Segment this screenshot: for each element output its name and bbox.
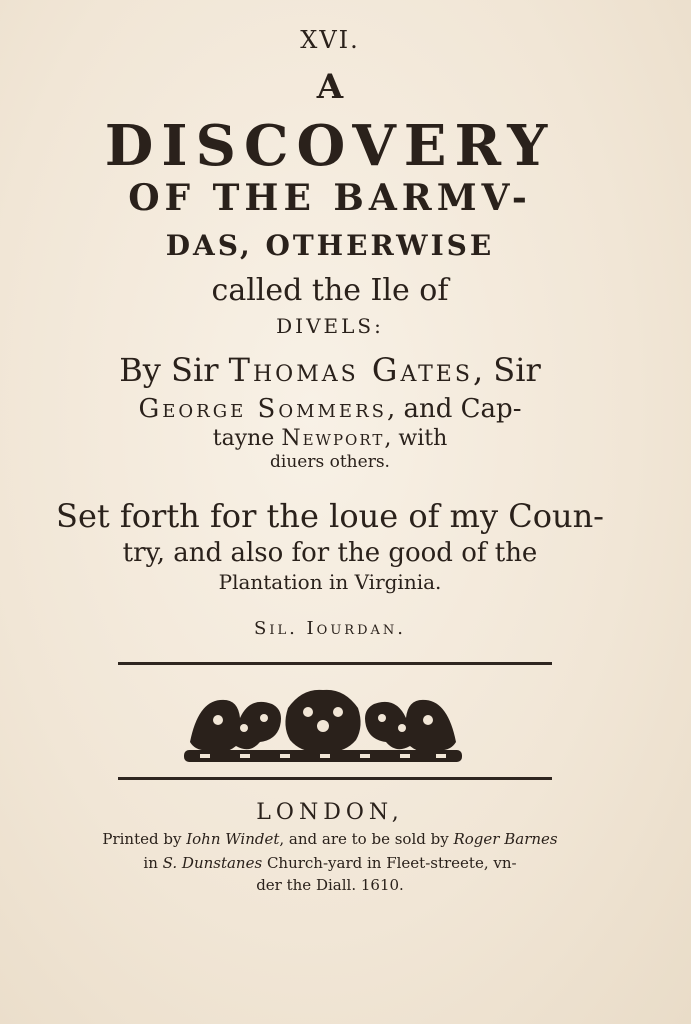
authors-by-sir: By Sir (119, 351, 229, 389)
authors-tayne: tayne (212, 426, 282, 451)
woodcut-ornament-icon (180, 680, 466, 766)
purpose-line-2: try, and also for the good of the (122, 538, 538, 568)
author-newport: Newport (281, 426, 385, 451)
imprint-london: LONDON, (256, 800, 404, 825)
imprint-sold-by: , and are to be sold by (279, 830, 454, 848)
purpose-line-3: Plantation in Virginia. (218, 570, 442, 594)
title-line-discovery: DISCOVERY (104, 113, 556, 179)
title-line-called: called the Ile of (211, 273, 449, 308)
authors-sir: , Sir (472, 351, 541, 389)
title-line-of-the-barmu: OF THE BARMV- (128, 177, 532, 219)
authors-and-cap: , and Cap- (386, 394, 522, 424)
imprint-churchyard: Church-yard in Fleet-streete, vn- (262, 854, 517, 872)
imprint-printed-by: Printed by (102, 830, 187, 848)
imprint-line-1 (0, 832, 660, 847)
bottom-rule (118, 777, 552, 780)
authors-with: , with (384, 426, 448, 451)
purpose-line-1: Set forth for the loue of my Coun- (56, 497, 604, 535)
title-line-divels: DIVELS: (276, 314, 384, 338)
imprint-line-2 (0, 856, 660, 871)
volume-number: XVI. (300, 26, 360, 54)
authors-line-1 (0, 351, 660, 389)
author-thomas-gates: Thomas Gates (228, 351, 473, 389)
author-george-sommers: George Sommers (138, 394, 387, 424)
imprint-line-3: der the Diall. 1610. (256, 876, 404, 894)
authors-line-4: diuers others. (270, 452, 390, 472)
title-line-a: A (316, 67, 344, 107)
author-sil-iourdan: Sil. Iourdan. (254, 618, 406, 639)
authors-line-2 (0, 396, 660, 422)
imprint-seller-name: Roger Barnes (453, 830, 558, 848)
imprint-in: in (143, 854, 163, 872)
imprint-printer-name: Iohn Windet (186, 830, 280, 848)
title-line-das-otherwise: DAS, OTHERWISE (165, 229, 495, 262)
top-rule (118, 662, 552, 665)
authors-line-3 (0, 428, 660, 450)
imprint-church-name: S. Dunstanes (162, 854, 263, 872)
